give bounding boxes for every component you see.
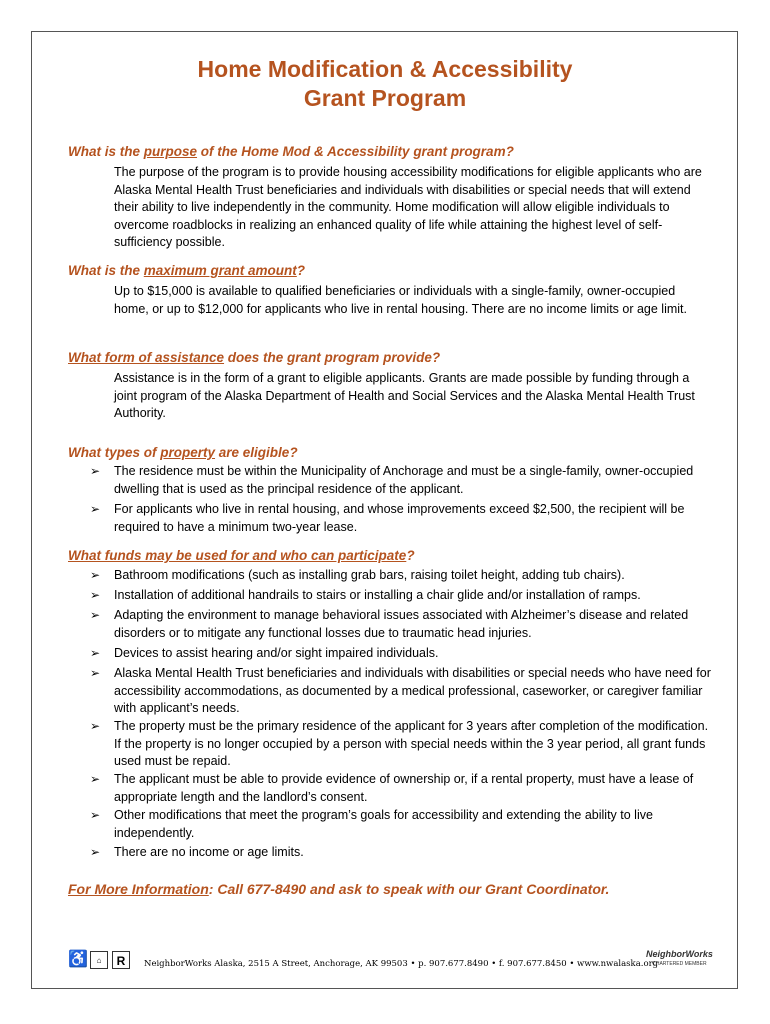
arrow-bullet-icon: ➢	[90, 808, 101, 822]
arrow-bullet-icon: ➢	[90, 608, 101, 622]
list-item: ➢ For applicants who live in rental housing, and whose improvements exceed $2,500, the recipient will be required to have a minimum two-year lease.	[90, 502, 685, 534]
more-info: For More Information: Call 677-8490 and ask to speak with our Grant Coordinator.	[68, 881, 610, 897]
question-max-grant: What is the maximum grant amount?	[68, 263, 306, 278]
wheelchair-icon: ♿	[68, 951, 88, 968]
question-form: What form of assistance does the grant program provide?	[68, 350, 441, 365]
list-item: ➢ The property must be the primary residence of the applicant for 3 years after completion of the modification. If the property is no longer occupied by a person with special needs within the 3 year period, all grant funds used must be repaid.	[90, 719, 709, 768]
list-item: ➢ There are no income or age limits.	[114, 844, 714, 862]
arrow-bullet-icon: ➢	[90, 666, 101, 680]
arrow-bullet-icon: ➢	[90, 719, 101, 733]
footer	[68, 945, 713, 975]
answer-purpose: The purpose of the program is to provide housing accessibility modifications for eligible applicants who are Alaska Mental Health Trust beneficiaries and individuals with disabilities or special needs that will extend their ability to live independently in the community. Home modification will allow eligible individuals to overcome roadblocks in realizing an enhanced quality of life while attaining the highest level of self-sufficiency possible.	[114, 165, 702, 249]
realtor-icon: R	[112, 951, 130, 969]
title-line-1: Home Modification & Accessibility	[197, 56, 573, 82]
list-item: ➢ Alaska Mental Health Trust beneficiaries and individuals with disabilities or special needs who have need for accessibility accommodations, as documented by a medical professional, caseworker, or caregiver familiar with applicant’s needs.	[90, 666, 711, 715]
question-funds: What funds may be used for and who can participate?	[68, 548, 415, 563]
arrow-bullet-icon: ➢	[90, 568, 101, 582]
list-item: ➢ Installation of additional handrails to stairs or installing a chair glide and/or installation of ramps.	[114, 587, 714, 605]
equal-housing-icon: ⌂	[90, 951, 108, 969]
list-item: ➢ The residence must be within the Municipality of Anchorage and must be a single-family, owner-occupied dwelling that is used as the principal residence of the applicant.	[90, 464, 694, 496]
list-item: ➢ Devices to assist hearing and/or sight impaired individuals.	[114, 645, 714, 663]
neighborworks-logo: NeighborWorks CHARTERED MEMBER	[646, 949, 713, 967]
footer-logos	[68, 951, 130, 969]
answer-max-grant: Up to $15,000 is available to qualified beneficiaries or individuals with a single-family, owner-occupied home, or up to $12,000 for applicants who live in rental housing. There are no income limits or age limit.	[114, 284, 687, 316]
list-item: ➢ Adapting the environment to manage behavioral issues associated with Alzheimer’s disease and related disorders or to mitigate any functional losses due to traumatic head injuries.	[90, 608, 689, 640]
arrow-bullet-icon: ➢	[90, 772, 101, 786]
footer-address: NeighborWorks Alaska, 2515 A Street, Anchorage, AK 99503 • p. 907.677.8490 • f. 907.677.8450 • www.nwalaska.org	[144, 959, 659, 969]
title-line-2: Grant Program	[303, 85, 467, 111]
arrow-bullet-icon: ➢	[90, 588, 101, 602]
arrow-bullet-icon: ➢	[90, 464, 101, 478]
question-property: What types of property are eligible?	[68, 445, 298, 460]
list-item: ➢ Bathroom modifications (such as installing grab bars, raising toilet height, adding tub chairs).	[114, 567, 714, 585]
arrow-bullet-icon: ➢	[90, 646, 101, 660]
list-item: ➢ The applicant must be able to provide evidence of ownership or, if a rental property, must have a lease of appropriate length and the landlord’s consent.	[90, 772, 694, 804]
question-purpose: What is the purpose of the Home Mod & Accessibility grant program?	[68, 144, 514, 159]
answer-form: Assistance is in the form of a grant to eligible applicants. Grants are made possible by funding through a joint program of the Alaska Department of Health and Social Services and the Alaska Mental Health Trust Authority.	[114, 371, 695, 420]
list-item: ➢ Other modifications that meet the program’s goals for accessibility and extending the ability to live independently.	[90, 808, 653, 840]
arrow-bullet-icon: ➢	[90, 502, 101, 516]
arrow-bullet-icon: ➢	[90, 845, 101, 859]
